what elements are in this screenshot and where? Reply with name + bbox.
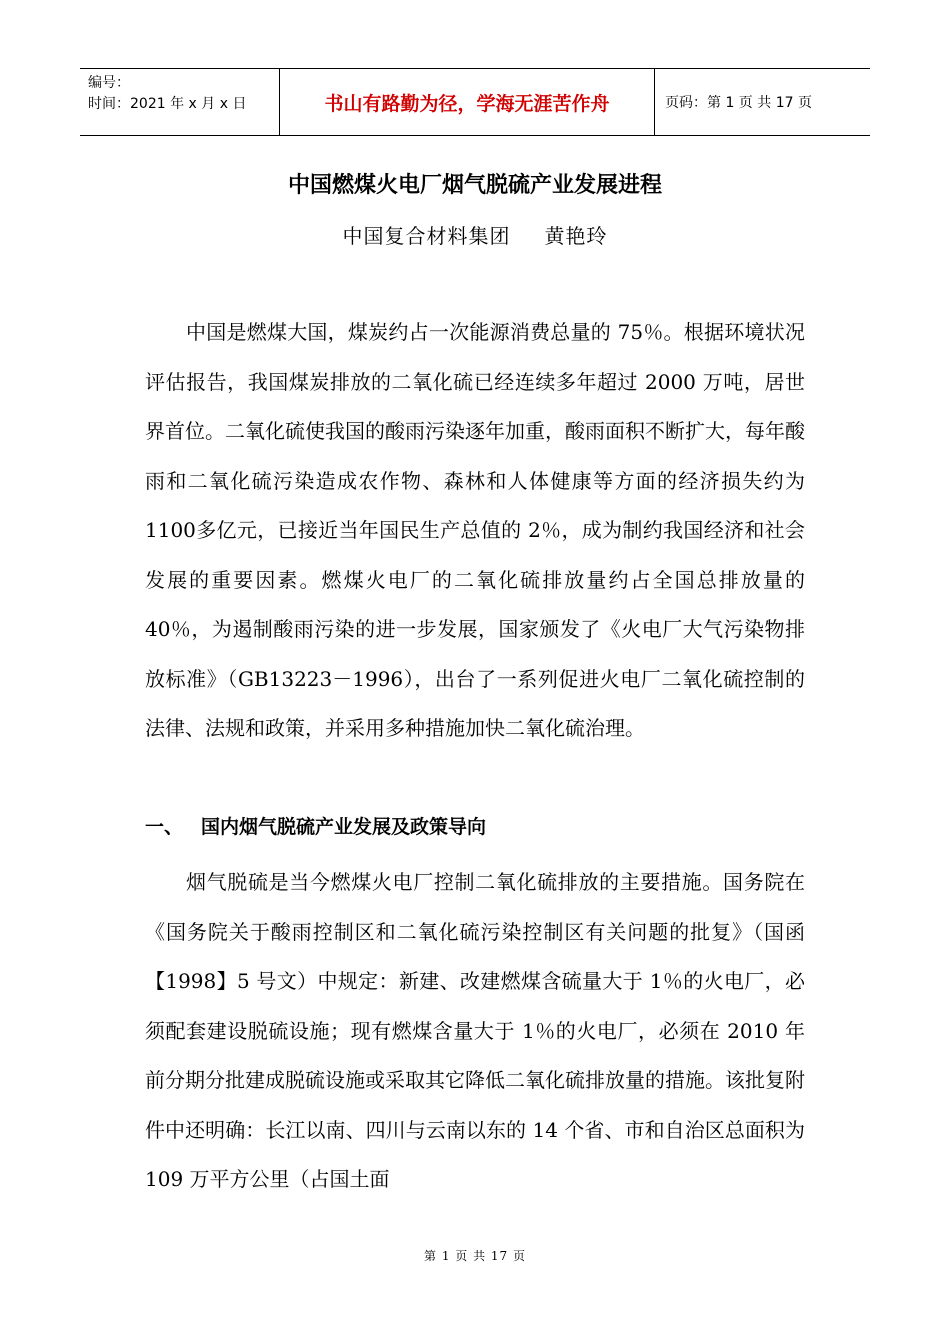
header-motto: 书山有路勤为径，学海无涯苦作舟 bbox=[280, 69, 655, 135]
header-page-info: 页码：第 1 页 共 17 页 bbox=[665, 95, 812, 111]
document-date-label: 时间：2021 年 x 月 x 日 bbox=[88, 96, 247, 112]
document-title: 中国燃煤火电厂烟气脱硫产业发展进程 bbox=[287, 173, 662, 198]
author-line bbox=[0, 220, 950, 249]
section-title: 国内烟气脱硫产业发展及政策导向 bbox=[201, 816, 487, 838]
paragraph-section1: 烟气脱硫是当今燃煤火电厂控制二氧化硫排放的主要措施。国务院在《国务院关于酸雨控制区和二氧化硫污染控制区有关问题的批复》（国函【1998】5 号文）中规定：新建、改建燃煤含硫量大于 1％的火电厂，必须配套建设脱硫设施；现有燃煤含量大于 1％的火电厂，必须在 2010 年前分期分批建成脱硫设施或采取其它降低二氧化硫排放量的措施。该批复附件中还明确：长江以南、四川与云南以东的 14 个省、市和自治区总面积为 109 万平方公里（占国土面 bbox=[145, 870, 805, 1191]
section-number: 一、 bbox=[145, 816, 184, 838]
header-meta bbox=[80, 69, 280, 135]
author-name: 黄艳玲 bbox=[544, 224, 608, 248]
page-footer: 第 1 页 共 17 页 bbox=[424, 1249, 526, 1263]
paragraph-intro: 中国是燃煤大国，煤炭约占一次能源消费总量的 75％。根据环境状况评估报告，我国煤炭排放的二氧化硫已经连续多年超过 2000 万吨，居世界首位。二氧化硫使我国的酸雨污染逐年加重，酸雨面积不断扩大，每年酸雨和二氧化硫污染造成农作物、森林和人体健康等方面的经济损失约为1100多亿元，已接近当年国民生产总值的 2％，成为制约我国经济和社会发展的重要因素。燃煤火电厂的二氧化硫排放量约占全国总排放量的 40％，为遏制酸雨污染的进一步发展，国家颁发了《火电厂大气污染物排放标准》（GB13223－1996），出台了一系列促进火电厂二氧化硫控制的法律、法规和政策，并采用多种措施加快二氧化硫治理。 bbox=[145, 320, 805, 740]
author-organization: 中国复合材料集团 bbox=[342, 224, 511, 248]
document-number-label: 编号： bbox=[88, 75, 130, 91]
page-header bbox=[80, 68, 870, 136]
section-heading bbox=[145, 812, 486, 839]
